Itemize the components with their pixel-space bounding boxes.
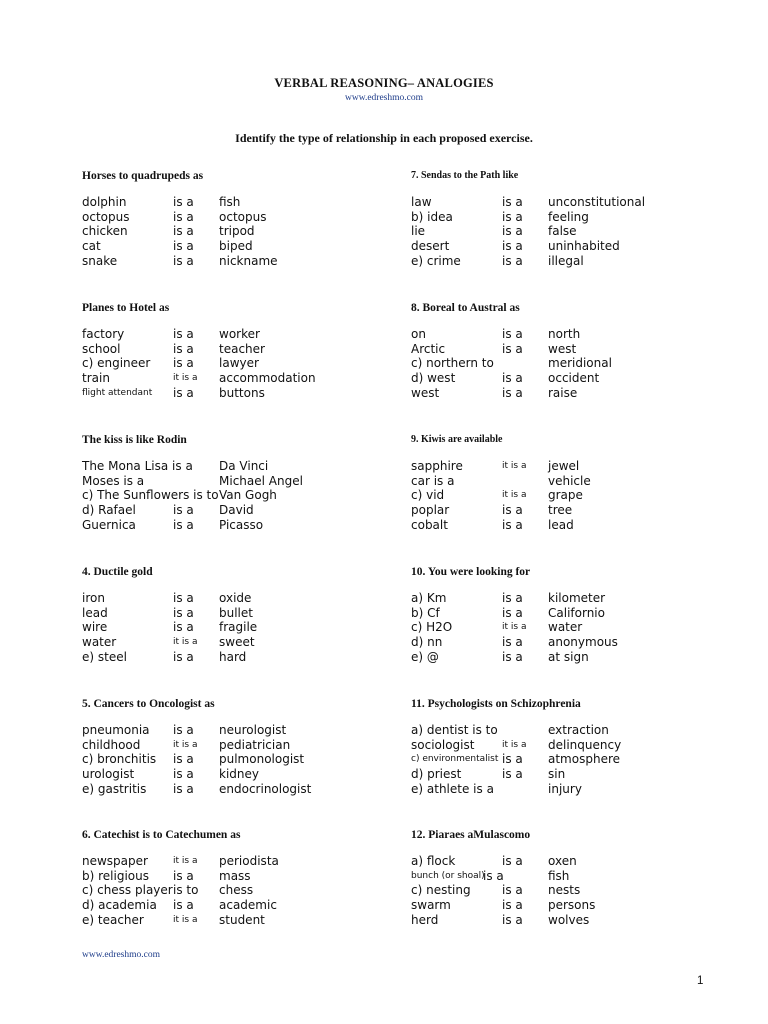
exercise-title: 6. Catechist is to Catechumen as xyxy=(82,829,241,841)
term-right: jewel xyxy=(548,459,580,473)
term-right: bullet xyxy=(219,605,253,620)
term-left: newspaper xyxy=(82,854,148,868)
analogy-row xyxy=(411,239,741,254)
term-right: water xyxy=(548,620,583,635)
relation-connector: is to xyxy=(173,883,199,898)
term-right: tripod xyxy=(219,224,255,239)
analogy-row xyxy=(82,752,412,767)
term-left: cobalt xyxy=(411,517,448,532)
exercise-title: 12. Piaraes aMulascomo xyxy=(411,829,531,841)
term-right: north xyxy=(548,327,581,341)
term-left: desert xyxy=(411,239,450,254)
exercise-title: 8. Boreal to Austral as xyxy=(411,302,520,314)
relation-connector: it is a xyxy=(502,622,527,633)
analogy-row xyxy=(411,371,741,386)
term-left: snake xyxy=(82,253,118,268)
term-left: e) athlete is a xyxy=(411,781,494,796)
exercise-block xyxy=(82,431,412,532)
term-right: accommodation xyxy=(219,371,316,386)
analogy-row xyxy=(82,913,412,928)
analogy-row xyxy=(82,195,412,210)
term-left: b) idea xyxy=(411,209,453,224)
analogy-row xyxy=(82,620,412,635)
relation-connector: is a xyxy=(502,883,523,898)
term-left: herd xyxy=(411,912,439,927)
relation-connector: is a xyxy=(502,912,523,927)
relation-connector: is a xyxy=(502,503,523,518)
term-right: wolves xyxy=(548,912,590,927)
analogy-row xyxy=(411,767,741,782)
term-right: kilometer xyxy=(548,591,606,605)
analogy-row xyxy=(411,254,741,269)
term-left: octopus xyxy=(82,209,130,224)
relation-connector: is a xyxy=(483,868,504,883)
analogy-row xyxy=(82,518,412,533)
exercise-title: 10. You were looking for xyxy=(411,566,531,578)
analogy-row xyxy=(82,782,412,797)
term-left: c) chess player xyxy=(82,883,173,898)
analogy-row xyxy=(411,752,741,767)
header-website-link[interactable]: www.edreshmo.com xyxy=(344,93,423,103)
analogy-row xyxy=(82,342,412,357)
term-left: dolphin xyxy=(82,195,127,209)
analogy-row xyxy=(411,738,741,753)
relation-connector: is a xyxy=(173,239,194,254)
exercise-title: 11. Psychologists on Schizophrenia xyxy=(411,698,581,710)
analogy-row xyxy=(82,723,412,738)
term-right: kidney xyxy=(219,767,259,782)
term-left: c) engineer xyxy=(82,356,151,371)
term-left: c) vid xyxy=(411,488,445,503)
term-left: d) academia xyxy=(82,898,157,913)
term-left: Moses is a xyxy=(82,473,145,488)
analogy-row xyxy=(411,620,741,635)
relation-connector: is a xyxy=(173,752,194,767)
term-left: school xyxy=(82,341,121,356)
relation-connector: it is a xyxy=(173,914,198,925)
analogy-rows xyxy=(82,854,412,927)
relation-connector: is a xyxy=(502,371,523,386)
page-number: 1 xyxy=(697,975,704,987)
term-right: fish xyxy=(219,195,241,209)
term-left: e) gastritis xyxy=(82,781,147,796)
relation-connector: is a xyxy=(502,752,523,767)
analogy-row xyxy=(411,488,741,503)
term-left: c) The Sunflowers is to xyxy=(82,488,219,503)
term-right: octopus xyxy=(219,209,267,224)
term-left: poplar xyxy=(411,503,450,518)
term-left: iron xyxy=(82,591,105,605)
relation-connector: is a xyxy=(502,605,523,620)
term-right: anonymous xyxy=(548,635,618,650)
analogy-row xyxy=(82,224,412,239)
relation-connector: it is a xyxy=(502,490,527,501)
term-left: lie xyxy=(411,224,426,239)
term-left: car is a xyxy=(411,473,455,488)
term-right: buttons xyxy=(219,385,265,400)
term-right: academic xyxy=(219,898,277,913)
term-left: swarm xyxy=(411,898,451,913)
analogy-row xyxy=(82,650,412,665)
relation-connector: is a xyxy=(502,898,523,913)
relation-connector: is a xyxy=(173,591,194,605)
term-right: Van Gogh xyxy=(219,488,277,503)
term-left: urologist xyxy=(82,767,135,782)
analogy-row xyxy=(411,224,741,239)
term-right: atmosphere xyxy=(548,752,620,767)
analogy-rows xyxy=(82,459,412,532)
analogy-row xyxy=(82,386,412,401)
relation-connector: is a xyxy=(502,385,523,400)
term-right: Da Vinci xyxy=(219,459,269,473)
term-left: on xyxy=(411,327,426,341)
term-right: oxen xyxy=(548,854,577,868)
relation-connector: is a xyxy=(173,620,194,635)
exercise-block xyxy=(411,431,741,532)
analogy-row xyxy=(411,883,741,898)
term-right: at sign xyxy=(548,649,589,664)
term-left: c) environmentalist xyxy=(411,754,499,765)
analogy-row xyxy=(411,327,741,342)
term-left: west xyxy=(411,385,440,400)
term-right: nickname xyxy=(219,253,278,268)
term-right: sin xyxy=(548,767,566,782)
term-right: nests xyxy=(548,883,581,898)
analogy-rows xyxy=(82,723,412,796)
term-left: The Mona Lisa is a xyxy=(82,459,193,473)
term-right: Picasso xyxy=(219,517,264,532)
analogy-row xyxy=(82,254,412,269)
analogy-row xyxy=(82,327,412,342)
analogy-rows xyxy=(411,723,741,796)
analogy-row xyxy=(411,782,741,797)
term-right: student xyxy=(219,912,265,927)
term-left: e) teacher xyxy=(82,912,144,927)
term-right: injury xyxy=(548,781,582,796)
term-right: David xyxy=(219,503,254,518)
term-right: pulmonologist xyxy=(219,752,305,767)
analogy-row xyxy=(411,195,741,210)
analogy-row xyxy=(82,210,412,225)
term-left: e) @ xyxy=(411,649,439,664)
term-right: biped xyxy=(219,239,253,254)
relation-connector: is a xyxy=(173,341,194,356)
analogy-row xyxy=(411,210,741,225)
relation-connector: is a xyxy=(502,635,523,650)
term-right: mass xyxy=(219,868,251,883)
term-left: d) Rafael xyxy=(82,503,136,518)
relation-connector: is a xyxy=(173,195,194,209)
term-right: persons xyxy=(548,898,596,913)
relation-connector: is a xyxy=(502,253,523,268)
term-left: sociologist xyxy=(411,737,475,752)
term-left: c) northern to xyxy=(411,356,494,371)
analogy-row xyxy=(411,503,741,518)
analogy-row xyxy=(411,606,741,621)
analogy-row xyxy=(411,650,741,665)
term-left: flight attendant xyxy=(82,387,153,398)
exercise-block xyxy=(411,167,741,268)
analogy-row xyxy=(82,883,412,898)
term-left: wire xyxy=(82,620,108,635)
term-right: oxide xyxy=(219,591,252,605)
analogy-rows xyxy=(411,195,741,268)
relation-connector: is a xyxy=(502,649,523,664)
relation-connector: is a xyxy=(502,767,523,782)
relation-connector: is a xyxy=(173,224,194,239)
relation-connector: is a xyxy=(502,224,523,239)
relation-connector: is a xyxy=(502,209,523,224)
analogy-row xyxy=(411,635,741,650)
relation-connector: is a xyxy=(502,517,523,532)
analogy-rows xyxy=(411,591,741,664)
analogy-row xyxy=(411,356,741,371)
relation-connector: is a xyxy=(173,649,194,664)
term-right: illegal xyxy=(548,253,584,268)
term-left: bunch (or shoal) xyxy=(411,870,485,881)
analogy-row xyxy=(82,869,412,884)
term-right: worker xyxy=(219,327,260,341)
relation-connector: is a xyxy=(173,356,194,371)
analogy-row xyxy=(82,356,412,371)
term-right: tree xyxy=(548,503,573,518)
term-left: cat xyxy=(82,239,101,254)
term-right: endocrinologist xyxy=(219,781,312,796)
analogy-row xyxy=(411,474,741,489)
analogy-row xyxy=(82,591,412,606)
term-left: childhood xyxy=(82,737,141,752)
relation-connector: is a xyxy=(173,767,194,782)
exercise-block xyxy=(82,167,412,268)
term-left: sapphire xyxy=(411,459,463,473)
analogy-row xyxy=(82,635,412,650)
relation-connector: is a xyxy=(502,195,523,209)
exercise-block xyxy=(82,299,412,400)
term-right: lawyer xyxy=(219,356,259,371)
analogy-row xyxy=(82,488,412,503)
analogy-row xyxy=(82,474,412,489)
exercise-title: The kiss is like Rodin xyxy=(82,434,187,446)
term-right: neurologist xyxy=(219,723,287,737)
term-left: d) west xyxy=(411,371,456,386)
term-right: periodista xyxy=(219,854,279,868)
term-right: raise xyxy=(548,385,578,400)
relation-connector: it is a xyxy=(502,461,527,471)
term-left: e) steel xyxy=(82,649,127,664)
relation-connector: it is a xyxy=(173,739,198,750)
analogy-row xyxy=(411,518,741,533)
relation-connector: is a xyxy=(173,723,194,737)
exercise-title: Horses to quadrupeds as xyxy=(82,170,204,182)
analogy-row xyxy=(82,239,412,254)
exercise-title: 5. Cancers to Oncologist as xyxy=(82,698,215,710)
term-left: Arctic xyxy=(411,341,446,356)
term-left: e) crime xyxy=(411,253,461,268)
exercise-title: Planes to Hotel as xyxy=(82,302,170,314)
term-right: occident xyxy=(548,371,600,386)
term-left: b) religious xyxy=(82,868,149,883)
term-left: lead xyxy=(82,605,108,620)
term-left: d) priest xyxy=(411,767,462,782)
term-left: train xyxy=(82,371,110,386)
relation-connector: is a xyxy=(173,253,194,268)
term-right: hard xyxy=(219,649,247,664)
term-right: uninhabited xyxy=(548,239,620,254)
term-right: pediatrician xyxy=(219,737,291,752)
relation-connector: is a xyxy=(173,781,194,796)
term-right: feeling xyxy=(548,209,589,224)
exercise-block xyxy=(411,695,741,796)
term-left: c) H2O xyxy=(411,620,453,635)
relation-connector: it is a xyxy=(173,856,198,866)
term-right: meridional xyxy=(548,356,612,371)
term-left: a) Km xyxy=(411,591,447,605)
term-left: a) flock xyxy=(411,854,456,868)
relation-connector: is a xyxy=(502,341,523,356)
term-right: Californio xyxy=(548,605,605,620)
relation-connector: it is a xyxy=(173,637,198,648)
term-left: d) nn xyxy=(411,635,443,650)
term-right: vehicle xyxy=(548,473,591,488)
relation-connector: is a xyxy=(173,605,194,620)
relation-connector: is a xyxy=(173,209,194,224)
relation-connector: is a xyxy=(502,854,523,868)
term-left: Guernica xyxy=(82,517,136,532)
analogy-row xyxy=(411,854,741,869)
term-right: fish xyxy=(548,868,570,883)
analogy-row xyxy=(411,591,741,606)
term-right: lead xyxy=(548,517,574,532)
analogy-rows xyxy=(82,591,412,664)
exercise-block xyxy=(411,563,741,664)
analogy-row xyxy=(411,386,741,401)
relation-connector: is a xyxy=(502,591,523,605)
analogy-rows xyxy=(82,195,412,268)
relation-connector: it is a xyxy=(502,739,527,750)
relation-connector: is a xyxy=(502,239,523,254)
exercise-title: 9. Kiwis are available xyxy=(411,434,503,445)
term-right: grape xyxy=(548,488,583,503)
analogy-row xyxy=(82,738,412,753)
analogy-rows xyxy=(411,327,741,400)
analogy-row xyxy=(411,869,741,884)
analogy-row xyxy=(82,606,412,621)
footer-website-link[interactable]: www.edreshmo.com xyxy=(82,950,161,960)
analogy-row xyxy=(82,503,412,518)
term-right: Michael Angel xyxy=(219,473,303,488)
analogy-rows xyxy=(411,854,741,927)
term-right: unconstitutional xyxy=(548,195,646,209)
analogy-row xyxy=(411,342,741,357)
term-right: teacher xyxy=(219,341,265,356)
analogy-row xyxy=(82,898,412,913)
relation-connector: it is a xyxy=(173,373,198,384)
term-left: chicken xyxy=(82,224,128,239)
analogy-row xyxy=(411,898,741,913)
analogy-row xyxy=(82,459,412,474)
term-left: pneumonia xyxy=(82,723,150,737)
exercise-title: 7. Sendas to the Path like xyxy=(411,170,519,181)
term-left: c) nesting xyxy=(411,883,471,898)
instruction-text: Identify the type of relationship in each proposed exercise. xyxy=(235,131,533,145)
analogy-rows xyxy=(82,327,412,400)
term-right: delinquency xyxy=(548,737,622,752)
document-title: VERBAL REASONING– ANALOGIES xyxy=(274,76,494,90)
relation-connector: is a xyxy=(173,517,194,532)
exercise-title: 4. Ductile gold xyxy=(82,566,153,578)
exercise-block xyxy=(411,299,741,400)
relation-connector: is a xyxy=(173,503,194,518)
analogy-row xyxy=(82,767,412,782)
analogy-row xyxy=(411,913,741,928)
term-right: false xyxy=(548,224,577,239)
term-left: law xyxy=(411,195,432,209)
term-right: extraction xyxy=(548,723,609,737)
relation-connector: is a xyxy=(173,327,194,341)
relation-connector: is a xyxy=(173,868,194,883)
analogy-row xyxy=(82,854,412,869)
exercise-block xyxy=(82,563,412,664)
exercise-block xyxy=(411,826,741,927)
analogy-rows xyxy=(411,459,741,532)
relation-connector: is a xyxy=(173,898,194,913)
relation-connector: is a xyxy=(173,385,194,400)
term-right: fragile xyxy=(219,620,258,635)
term-left: factory xyxy=(82,327,125,341)
term-left: water xyxy=(82,635,117,650)
term-right: chess xyxy=(219,883,254,898)
analogy-row xyxy=(411,723,741,738)
term-left: b) Cf xyxy=(411,605,440,620)
relation-connector: is a xyxy=(502,327,523,341)
exercise-block xyxy=(82,695,412,796)
term-left: a) dentist is to xyxy=(411,723,498,737)
term-right: sweet xyxy=(219,635,255,650)
term-right: west xyxy=(548,341,577,356)
term-left: c) bronchitis xyxy=(82,752,157,767)
analogy-row xyxy=(82,371,412,386)
analogy-row xyxy=(411,459,741,474)
exercise-block xyxy=(82,826,412,927)
